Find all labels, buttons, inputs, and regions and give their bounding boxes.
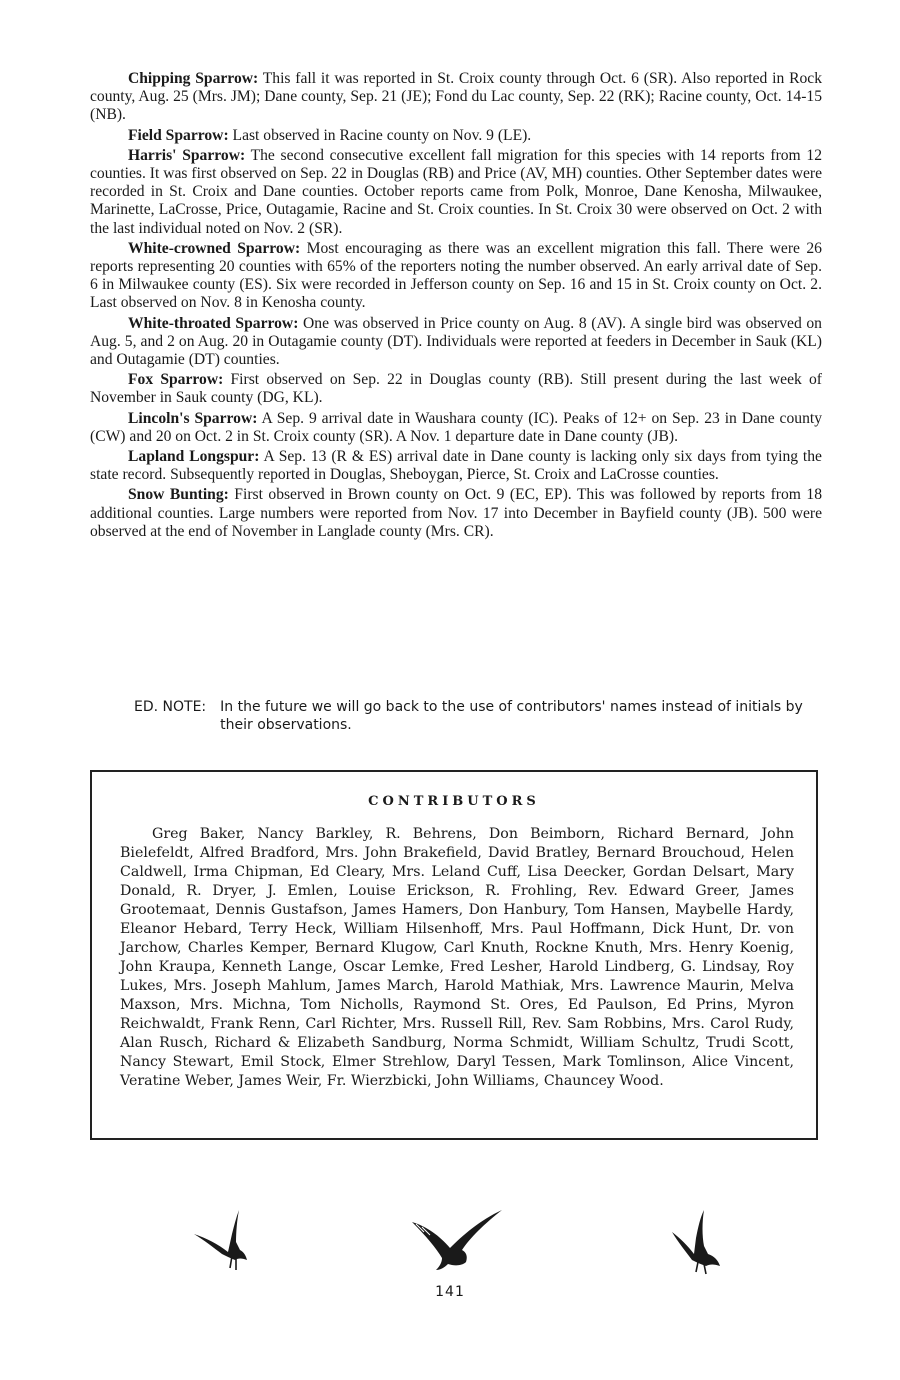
bird-silhouette-icon: [410, 1208, 504, 1272]
species-name: White-crowned Sparrow:: [128, 239, 301, 257]
species-paragraph: [90, 70, 822, 125]
species-text: The second consecutive excellent fall migration for this species with 14 reports from 12 counties. It was first observed on Sep. 22 in Douglas (RB) and Price (AV, MH) counties. Other September dates were recorded in St. Croix and Dane counties. October reports came from Polk, Monroe, Dane Kenosha, Milwaukee, Marinette, LaCrosse, Price, Outagamie, Racine and St. Croix counties. In St. Croix 30 were observed on Oct. 2 with the last individual noted on Nov. 2 (SR).: [90, 146, 822, 237]
species-text: Most encouraging as there was an excellent migration this fall. There were 26 reports representing 20 counties with 65% of the reporters noting the number observed. An early arrival date of Sep. 6 in Milwaukee county (ES). Six were recorded in Jefferson county on Sep. 16 and 15 in St. Croix county on Oct. 2. Last observed on Nov. 8 in Kenosha county.: [90, 239, 822, 312]
species-name: Field Sparrow:: [128, 126, 229, 144]
species-text: This fall it was reported in St. Croix county through Oct. 6 (SR). Also reported in Rock county, Aug. 25 (Mrs. JM); Dane county, Sep. 21 (JE); Fond du Lac county, Sep. 22 (RK); Racine county, Oct. 14-15 (NB).: [90, 70, 823, 124]
species-text: A Sep. 9 arrival date in Waushara county (IC). Peaks of 12+ on Sep. 23 in Dane county (CW) and 20 on Oct. 2 in St. Croix county (SR). A Nov. 1 departure date in Dane county (JB).: [90, 409, 823, 445]
species-name: Lincoln's Sparrow:: [128, 409, 258, 427]
species-text: One was observed in Price county on Aug. 8 (AV). A single bird was observed on Aug. 5, and 2 on Aug. 20 in Outagamie county (DT). Individuals were reported at feeders in December in Sauk (KL) and Outagamie (DT) counties.: [90, 314, 822, 369]
species-text: Last observed in Racine county on Nov. 9 (LE).: [228, 126, 532, 144]
species-name: Snow Bunting:: [128, 486, 229, 504]
species-paragraph: [90, 315, 822, 370]
species-paragraph: [90, 127, 822, 145]
species-text: A Sep. 13 (R & ES) arrival date in Dane county is lacking only six days from tying the state record. Subsequently reported in Douglas, Sheboygan, Pierce, St. Croix and LaCrosse counties.: [90, 448, 822, 484]
species-paragraph: [90, 240, 822, 313]
contributors-box: [90, 770, 818, 1140]
contributors-title: CONTRIBUTORS: [368, 794, 540, 809]
species-name: Lapland Longspur:: [128, 448, 260, 466]
editor-note-label: ED. NOTE:: [134, 699, 207, 715]
species-paragraph: [90, 410, 822, 446]
species-name: Chipping Sparrow:: [128, 70, 259, 87]
bird-silhouette-icon: [668, 1208, 724, 1276]
page-number: 141: [435, 1284, 465, 1300]
contributors-names: Greg Baker, Nancy Barkley, R. Behrens, Don Beimborn, Richard Bernard, John Bielefeldt, Alfred Bradford, Mrs. John Brakefield, David Bratley, Bernard Brouchoud, Helen Caldwell, Irma Chipman, Ed Cleary, Mrs. Leland Cuff, Lisa Deecker, Gordan Delsart, Mary Donald, R. Dryer, J. Emlen, Louise Erickson, R. Frohling, Rev. Edward Greer, James Grootemaat, Dennis Gustafson, James Hamers, Don Hanbury, Tom Hansen, Maybelle Hardy, Eleanor Hebard, Terry Heck, William Hilsenhoff, Mrs. Paul Hoffmann, Dick Hunt, Dr. von Jarchow, Charles Kemper, Bernard Klugow, Carl Knuth, Rockne Knuth, Mrs. Henry Koenig, John Kraupa, Kenneth Lange, Oscar Lemke, Fred Lesher, Harold Lindberg, G. Lindsay, Roy Lukes, Mrs. Joseph Mahlum, James March, Harold Mathiak, Mrs. Lawrence Maurin, Melva Maxson, Mrs. Michna, Tom Nicholls, Raymond St. Ores, Ed Paulson, Ed Prins, Myron Reichwaldt, Frank Renn, Carl Richter, Mrs. Russell Rill, Rev. Sam Robbins, Mrs. Carol Rudy, Alan Rusch, Richard & Elizabeth Sandburg, Norma Schmidt, William Schultz, Trudi Scott, Nancy Stewart, Emil Stock, Elmer Strehlow, Daryl Tessen, Mark Tomlinson, Alice Vincent, Veratine Weber, James Weir, Fr. Wierzbicki, John Williams, Chauncey Wood.: [120, 826, 794, 1089]
editor-note: [134, 698, 814, 734]
species-name: White-throated Sparrow:: [128, 314, 299, 332]
species-paragraph: [90, 147, 822, 238]
species-paragraph: [90, 371, 822, 407]
species-paragraph: [90, 486, 822, 541]
editor-note-text: In the future we will go back to the use of contributors' names instead of initials by their observations.: [220, 699, 803, 733]
species-text: First observed on Sep. 22 in Douglas county (RB). Still present during the last week of November in Sauk county (DG, KL).: [90, 371, 822, 407]
species-account: [90, 70, 822, 543]
species-paragraph: [90, 448, 822, 484]
species-name: Harris' Sparrow:: [128, 146, 246, 164]
bird-silhouette-icon: [192, 1206, 254, 1274]
species-text: First observed in Brown county on Oct. 9 (EC, EP). This was followed by reports from 18 additional counties. Large numbers were reported from Nov. 17 into December in Bayfield county (JB). 500 were observed at the end of November in Langlade county (Mrs. CR).: [90, 486, 822, 540]
species-name: Fox Sparrow:: [128, 371, 224, 389]
